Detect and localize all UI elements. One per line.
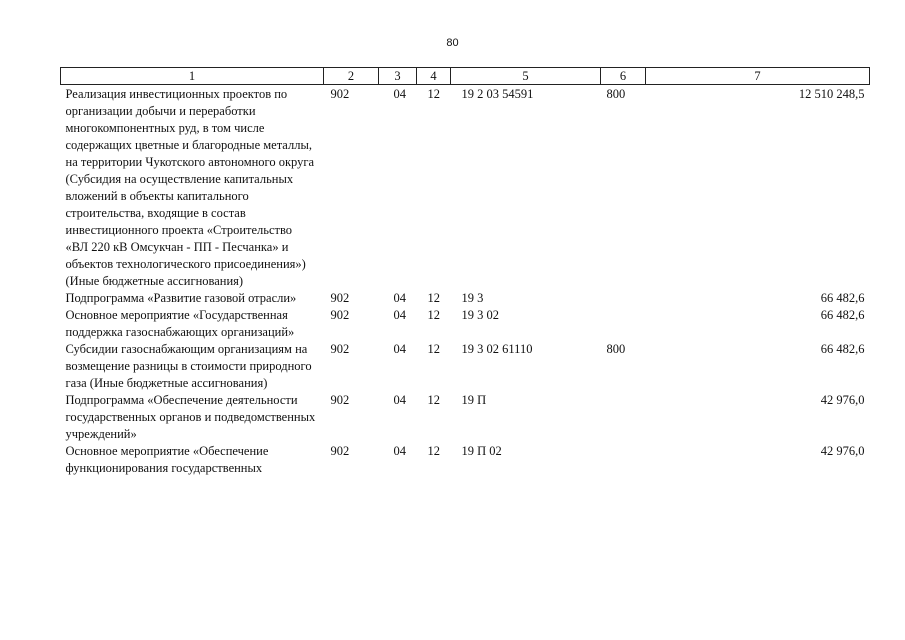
amount: 66 482,6	[820, 308, 865, 322]
subsection-code: 12	[427, 308, 440, 322]
target-article-code: 19 П	[461, 393, 487, 407]
column-header-6: 6	[601, 68, 646, 85]
section-code: 04	[393, 308, 406, 322]
table-row	[61, 443, 870, 477]
section-code: 04	[393, 393, 406, 407]
ministry-code: 902	[330, 444, 350, 458]
section-code: 04	[393, 291, 406, 305]
target-article-code: 19 3 02	[461, 308, 499, 322]
ministry-code: 902	[330, 308, 350, 322]
budget-table	[60, 67, 870, 477]
column-header-7: 7	[646, 68, 870, 85]
page-number: 80	[446, 37, 459, 49]
item-name: Подпрограмма «Обеспечение деятельности государственных органов и подведомственных учреждений»	[65, 393, 316, 441]
table-row	[61, 307, 870, 341]
table-row	[61, 341, 870, 392]
expense-type-code	[601, 290, 646, 307]
item-name: Субсидии газоснабжающим организациям на возмещение разницы в стоимости природного газа (Иные бюджетные ассигнования)	[65, 342, 312, 390]
section-code: 04	[393, 87, 406, 101]
expense-type-code: 800	[606, 87, 626, 101]
item-name: Основное мероприятие «Государственная поддержка газоснабжающих организаций»	[65, 308, 295, 339]
item-name: Основное мероприятие «Обеспечение функционирования государственных	[65, 444, 269, 475]
ministry-code: 902	[330, 393, 350, 407]
table-row	[61, 85, 870, 291]
subsection-code: 12	[427, 444, 440, 458]
table-row	[61, 290, 870, 307]
amount: 42 976,0	[820, 393, 865, 407]
amount: 66 482,6	[820, 342, 865, 356]
target-article-code: 19 3 02 61110	[461, 342, 533, 356]
ministry-code: 902	[330, 342, 350, 356]
column-header-1: 1	[61, 68, 324, 85]
header-row	[61, 68, 870, 85]
subsection-code: 12	[427, 393, 440, 407]
item-name: Реализация инвестиционных проектов по организации добычи и переработки многокомпонентных руд, в том числе содержащих цветные и благородные металлы, на территории Чукотского автономного округа (Субсидия на осуществление капитальных вложений в объекты капитального строительства, входящие в состав инвестиционного проекта «Строительство «ВЛ 220 кВ Омсукчан - ПП - Песчанка» и объектов технологического присоединения») (Иные бюджетные ассигнования)	[65, 87, 315, 288]
column-header-5: 5	[451, 68, 601, 85]
expense-type-code	[601, 392, 646, 443]
ministry-code: 902	[330, 87, 350, 101]
amount: 66 482,6	[820, 291, 865, 305]
column-header-3: 3	[379, 68, 417, 85]
table-row	[61, 392, 870, 443]
subsection-code: 12	[427, 87, 440, 101]
column-header-2: 2	[324, 68, 379, 85]
expense-type-code	[601, 443, 646, 477]
subsection-code: 12	[427, 291, 440, 305]
expense-type-code: 800	[606, 342, 626, 356]
section-code: 04	[393, 342, 406, 356]
ministry-code: 902	[330, 291, 350, 305]
amount: 42 976,0	[820, 444, 865, 458]
amount: 12 510 248,5	[798, 87, 865, 101]
column-header-4: 4	[417, 68, 451, 85]
item-name: Подпрограмма «Развитие газовой отрасли»	[65, 291, 297, 305]
target-article-code: 19 3	[461, 291, 484, 305]
section-code: 04	[393, 444, 406, 458]
target-article-code: 19 П 02	[461, 444, 502, 458]
expense-type-code	[601, 307, 646, 341]
subsection-code: 12	[427, 342, 440, 356]
target-article-code: 19 2 03 54591	[461, 87, 534, 101]
